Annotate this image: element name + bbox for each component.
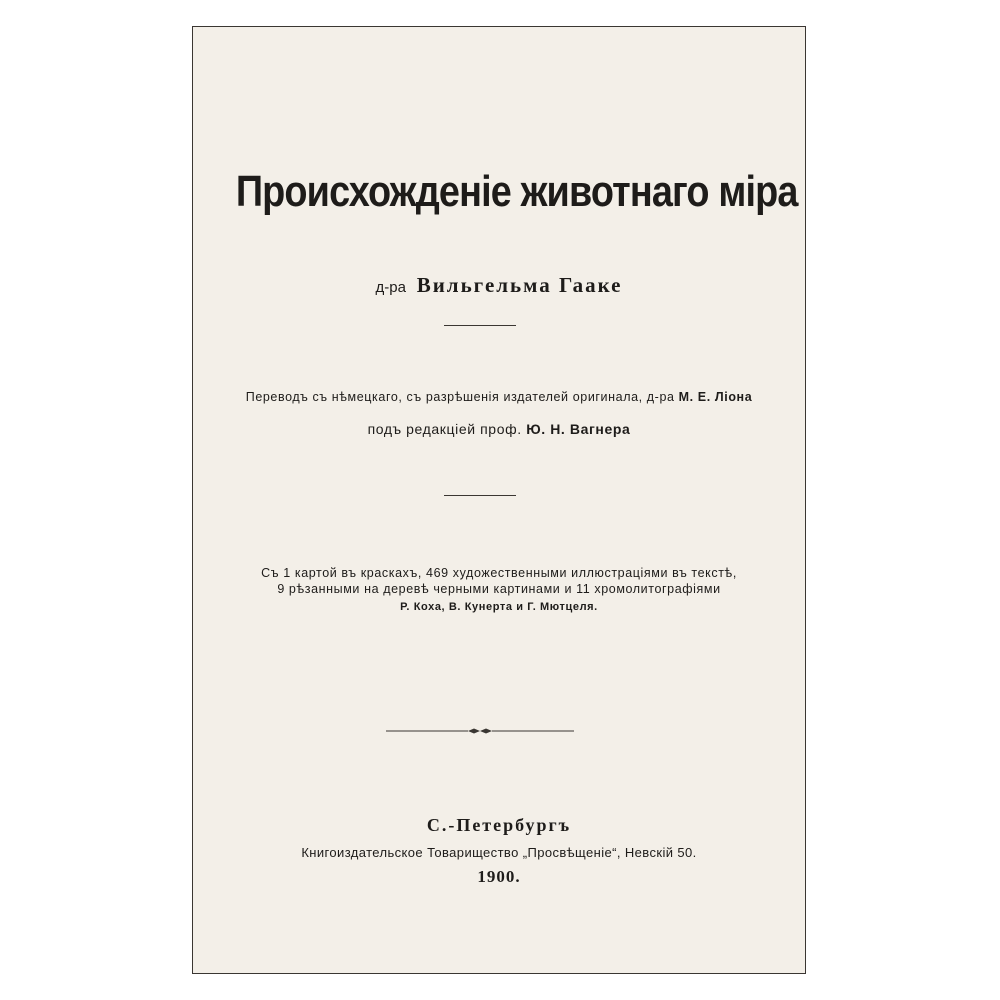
editor-name: Ю. Н. Вагнера	[526, 421, 631, 437]
illustrations-line-1: Съ 1 картой въ краскахъ, 469 художественными иллюстраціями въ текстѣ,	[261, 566, 737, 580]
title-page	[192, 26, 806, 974]
illustrators-line: Р. Коха, В. Кунерта и Г. Мютцеля.	[400, 601, 598, 613]
divider-rule	[444, 325, 516, 326]
illustrations-line-2: 9 рѣзанными на деревѣ черными картинами и 11 хромолитографіями	[277, 582, 721, 596]
translation-text: Переводъ съ нѣмецкаго, съ разрѣшенія издателей оригинала, д-ра	[245, 390, 675, 404]
ornament-divider	[386, 727, 574, 735]
author-name: Вильгельма Гааке	[416, 273, 623, 297]
translation-line	[193, 390, 805, 404]
book-title: Происхожденіе животнаго міра	[235, 167, 798, 216]
imprint-year: 1900.	[477, 867, 521, 886]
divider-rule	[444, 495, 516, 496]
editor-line	[193, 421, 805, 437]
imprint-publisher: Книгоиздательское Товарищество „Просвѣщеніе“, Невскій 50.	[301, 845, 697, 860]
translator-name: М. Е. Ліона	[678, 390, 753, 404]
author-prefix: д-ра	[375, 279, 406, 296]
imprint-city: С.-Петербургъ	[426, 815, 572, 835]
editor-text: подъ редакціей проф.	[367, 421, 522, 437]
author-line	[193, 273, 805, 298]
